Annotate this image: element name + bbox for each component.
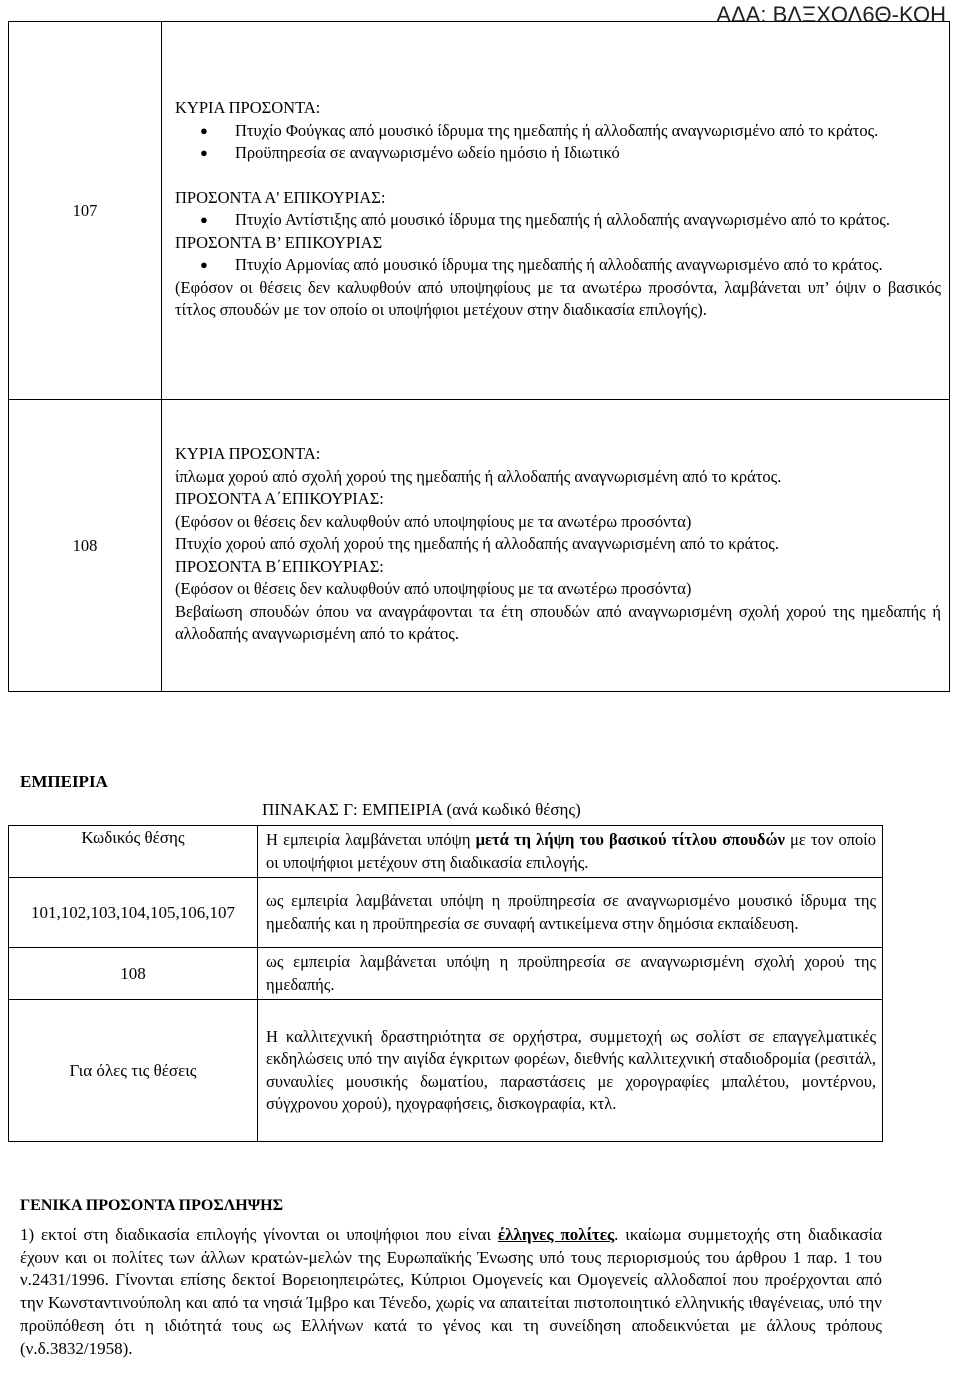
secondary-b-text: Βεβαίωση σπουδών όπου να αναγράφονται τα έτη σπουδών από αναγνωρισμένη σχολή χορού της ημεδαπής ή αλλοδαπής αναγνωρισμένη από το κράτος. [175, 601, 941, 644]
qualifications-table [8, 21, 950, 692]
greek-citizens-underlined: έλληνες πολίτες [497, 1225, 615, 1244]
list-item: ● Πτυχίο Αντίστιξης από μουσικό ίδρυμα της ημεδαπής ή αλλοδαπής αναγνωρισμένο από το κράτος. [172, 209, 941, 232]
table-row [9, 1000, 883, 1142]
secondary-a-list [172, 209, 941, 232]
main-qualifications-list [172, 120, 941, 165]
main-qualifications-title: ΚΥΡΙΑ ΠΡΟΣΟΝΤΑ: [175, 444, 321, 464]
secondary-b-title: ΠΡΟΣΟΝΤΑ Β΄ΕΠΙΚΟΥΡΙΑΣ: [175, 556, 384, 576]
secondary-b-title: ΠΡΟΣΟΝΤΑ Β’ ΕΠΙΚΟΥΡΙΑΣ [175, 232, 383, 252]
secondary-b-note: (Εφόσον οι θέσεις δεν καλυφθούν από υποψηφίους με τα ανωτέρω προσόντα) [175, 579, 692, 599]
experience-header-text [258, 826, 883, 878]
header-text-plain-1: Η εμπειρία λαμβάνεται υπόψη [266, 830, 476, 849]
experience-header-code: Κωδικός θέσης [9, 826, 258, 878]
header-text-plain-2: με τον οποίο οι υποψήφιοι μετέχουν στη διαδικασία επιλογής. [266, 830, 876, 872]
secondary-b-list [172, 254, 941, 277]
experience-heading: ΕΜΠΕΙΡΙΑ [20, 772, 108, 791]
main-qualifications-text: ίπλωμα χορού από σχολή χορού της ημεδαπής ή αλλοδαπής αναγνωρισμένη από το κράτος. [175, 466, 782, 486]
general-paragraph [20, 1224, 882, 1360]
list-item: ● Προϋπηρεσία σε αναγνωρισμένο ωδείο ημόσιο ή Ιδιωτικό [172, 142, 941, 165]
table-row [9, 826, 883, 878]
experience-text: Η καλλιτεχνική δραστηριότητα σε ορχήστρα, συμμετοχή ως σολίστ σε επαγγελματικές εκδηλώσεις υπό την αιγίδα έγκριτων φορέων, διεθνής καλλιτεχνική σταδιοδρομία (ρεσιτάλ, συναυλίες μουσικής δωματίου, παραστάσεις με χορογραφίες μπαλέτου, μοντέρνου, σύγχρονου χορού), ηχογραφήσεις, δισκογραφία, κτλ. [258, 1000, 883, 1142]
general-text-start: 1) εκτοί στη διαδικασία επιλογής γίνονται οι υποψήφιοι που είναι [20, 1225, 498, 1244]
experience-table-caption: ΠΙΝΑΚΑΣ Γ: ΕΜΠΕΙΡΙΑ (ανά κωδικό θέσης) [262, 800, 581, 819]
table-row [9, 948, 883, 1000]
ada-code: ΑΔΑ: ΒΛΞΧΟΛ6Θ-ΚΟΗ [716, 2, 946, 27]
secondary-a-note: (Εφόσον οι θέσεις δεν καλυφθούν από υποψηφίους με τα ανωτέρω προσόντα) [175, 511, 692, 531]
secondary-a-text: Πτυχίο χορού από σχολή χορού της ημεδαπής ή αλλοδαπής αναγνωρισμένη από το κράτος. [175, 534, 779, 554]
position-code-107: 107 [9, 22, 162, 400]
experience-code: 101,102,103,104,105,106,107 [9, 878, 258, 948]
experience-table [8, 825, 883, 1142]
position-content-107 [162, 22, 950, 400]
general-text-rest: . ικαίωμα συμμετοχής στη διαδικασία έχουν και οι πολίτες των άλλων κρατών-μελών της Ευρωπαϊκής Ένωσης υπό τους περιορισμούς του άρθρου 1 παρ. 1 του ν.2431/1996. Γίνονται επίσης δεκτοί Βορειοηπειρώτες, Κύπριοι Ομογενείς και Ομογενείς αλλοδαποί που προέρχονται από την Κωνσταντινούπολη και από τα νησιά Ίμβρο και Τένεδο, χωρίς να απαιτείται πιστοποιητικό ελληνικής ιθαγένειας, υπό την προϋπόθεση ότι η ιδιότητά τους ως Ελλήνων κατά το γένος και τη συνείδηση αποδεικνύεται με άλλους τρόπους (ν.δ.3832/1958). [20, 1225, 883, 1358]
experience-text: ως εμπειρία λαμβάνεται υπόψη η προϋπηρεσία σε αναγνωρισμένο μουσικό ίδρυμα της ημεδαπής και η προϋπηρεσία σε συναφή αντικείμενα στην δημόσια εκπαίδευση. [258, 878, 883, 948]
secondary-a-title: ΠΡΟΣΟΝΤΑ Α' ΕΠΙΚΟΥΡΙΑΣ: [175, 187, 386, 207]
main-qualifications-title: ΚΥΡΙΑ ΠΡΟΣΟΝΤΑ: [175, 98, 321, 118]
fallback-note: (Εφόσον οι θέσεις δεν καλυφθούν από υποψηφίους με τα ανωτέρω προσόντα, λαμβάνεται υπ’ όψιν ο βασικός τίτλος σπουδών με τον οποίο οι υποψήφιοι μετέχουν στην διαδικασία επιλογής). [175, 277, 941, 320]
list-item: ● Πτυχίο Φούγκας από μουσικό ίδρυμα της ημεδαπής ή αλλοδαπής αναγνωρισμένο από το κράτος. [172, 120, 941, 143]
table-row [9, 878, 883, 948]
secondary-a-title: ΠΡΟΣΟΝΤΑ Α΄ΕΠΙΚΟΥΡΙΑΣ: [175, 489, 384, 509]
general-heading: ΓΕΝΙΚΑ ΠΡΟΣΟΝΤΑ ΠΡΟΣΛΗΨΗΣ [20, 1197, 284, 1214]
list-item: ● Πτυχίο Αρμονίας από μουσικό ίδρυμα της ημεδαπής ή αλλοδαπής αναγνωρισμένο από το κράτος. [172, 254, 941, 277]
table-row [9, 22, 950, 400]
experience-text: ως εμπειρία λαμβάνεται υπόψη η προϋπηρεσία σε αναγνωρισμένη σχολή χορού της ημεδαπής. [258, 948, 883, 1000]
experience-code: 108 [9, 948, 258, 1000]
position-code-108: 108 [9, 400, 162, 692]
table-row [9, 400, 950, 692]
position-content-108 [162, 400, 950, 692]
experience-code: Για όλες τις θέσεις [9, 1000, 258, 1142]
header-text-bold: μετά τη λήψη του βασικού τίτλου σπουδών [475, 830, 785, 849]
